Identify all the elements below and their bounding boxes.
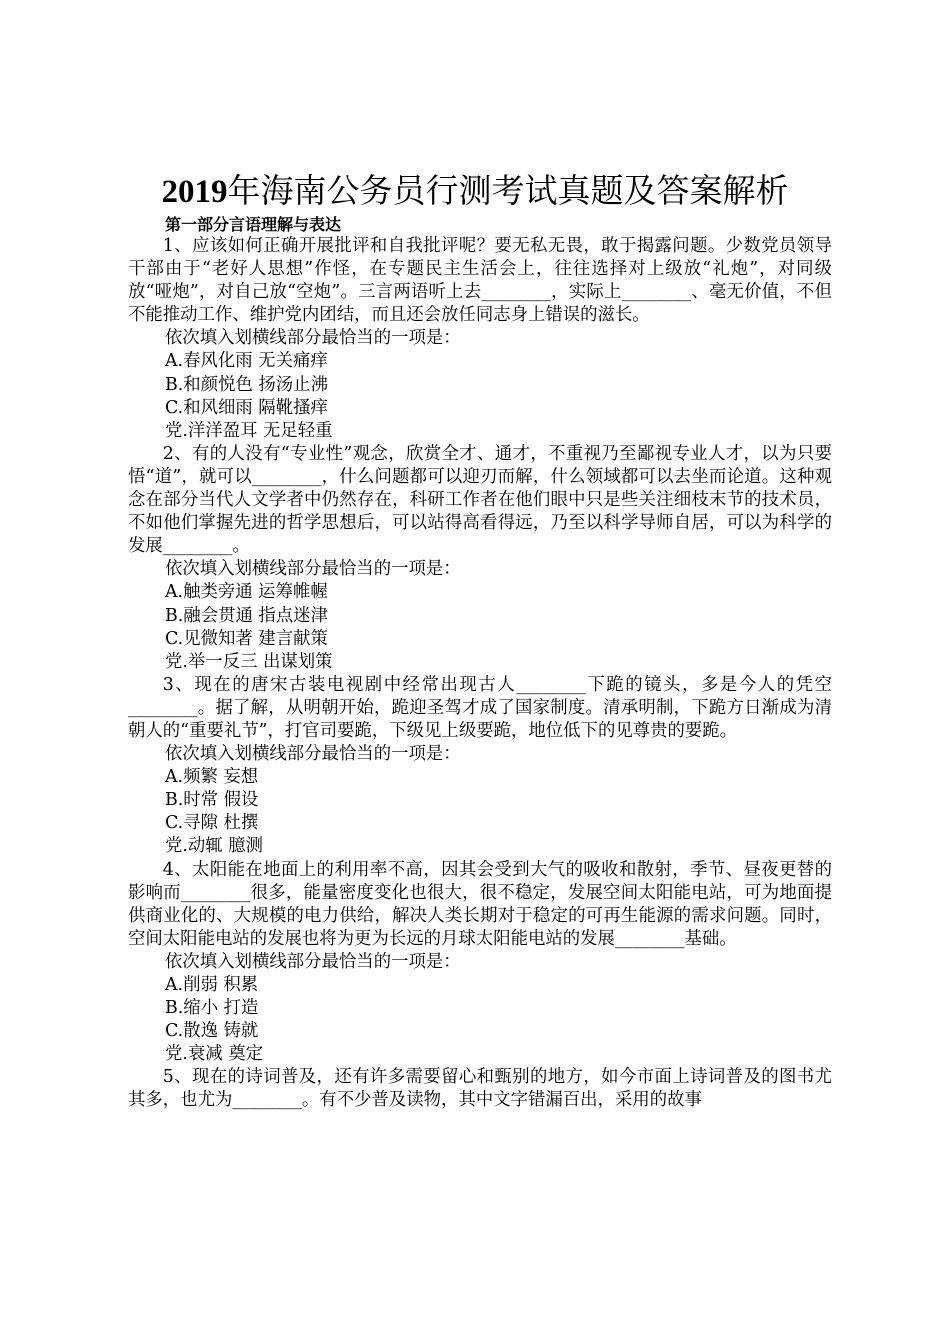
question-2-option-a: A.触类旁通 运筹帷幄	[165, 582, 328, 603]
question-4-option-c: C.散逸 铸就	[165, 1021, 259, 1042]
question-4-option-b: B.缩小 打造	[165, 998, 259, 1019]
question-1-option-b: B.和颜悦色 扬汤止沸	[165, 374, 328, 395]
question-1-instruction: 依次填入划横线部分最恰当的一项是：	[165, 328, 461, 349]
section-heading: 第一部分言语理解与表达	[165, 215, 342, 234]
question-3-option-d: 党.动辄 臆测	[165, 836, 264, 857]
question-1-text: 1、应该如何正确开展批评和自我批评呢？要无私无畏，敢于揭露问题。少数党员领导干部由于“老好人思想”作怪，在专题民主生活会上，往往选择对上级放“礼炮”，对同级放“哑炮”，对自己放“空炮”。三言两语听上去________，实际上________、毫无价值，不但不能推动工作、维护党内团结，而且还会放任同志身上错误的滋长。	[128, 236, 832, 326]
question-3-text: 3、现在的唐宋古装电视剧中经常出现古人________下跪的镜头，多是今人的凭空________。据了解，从明朝开始，跪迎圣驾才成了国家制度。清承明制，下跪方日渐成为清朝人的“重要礼节”，打官司要跪，下级见上级要跪，地位低下的见尊贵的要跪。	[128, 674, 832, 741]
question-1-option-c: C.和风细雨 隔靴搔痒	[165, 397, 328, 418]
question-2-option-b: B.融会贯通 指点迷津	[165, 605, 328, 626]
question-3-instruction: 依次填入划横线部分最恰当的一项是：	[165, 744, 461, 765]
question-4-text: 4、太阳能在地面上的利用率不高，因其会受到大气的吸收和散射，季节、昼夜更替的影响而________很多，能量密度变化也很大，很不稳定，发展空间太阳能电站，可为地面提供商业化的、大规模的电力供给，解决人类长期对于稳定的可再生能源的需求问题。同时，空间太阳能电站的发展也将为更为长远的月球太阳能电站的发展________基础。	[128, 859, 832, 949]
question-3-option-c: C.寻隙 杜撰	[165, 813, 259, 834]
document-title	[0, 170, 950, 213]
question-2-option-c: C.见微知著 建言献策	[165, 628, 328, 649]
question-5-text: 5、现在的诗词普及，还有许多需要留心和甄别的地方，如今市面上诗词普及的图书尤其多，也尤为________。有不少普及读物，其中文字错漏百出，采用的故事	[128, 1067, 832, 1111]
question-1-option-a: A.春风化雨 无关痛痒	[165, 351, 328, 372]
question-4-instruction: 依次填入划横线部分最恰当的一项是：	[165, 951, 461, 972]
question-4-option-d: 党.衰减 奠定	[165, 1044, 264, 1065]
question-2-text: 2、有的人没有“专业性”观念，欣赏全才、通才，不重视乃至鄙视专业人才，以为只要悟“道”，就可以________，什么问题都可以迎刃而解，什么领域都可以去坐而论道。这种观念在部分当代人文学者中仍然存在，科研工作者在他们眼中只是些关注细枝末节的技术员，不如他们掌握先进的哲学思想后，可以站得高看得远，乃至以科学导师自居，可以为科学的发展________。	[128, 443, 832, 557]
title-text: 年海南公务员行测考试真题及答案解析	[227, 171, 789, 210]
question-2-instruction: 依次填入划横线部分最恰当的一项是：	[165, 559, 461, 580]
question-2-option-d: 党.举一反三 出谋划策	[165, 651, 333, 672]
question-3-option-b: B.时常 假设	[165, 790, 259, 811]
question-3-option-a: A.频繁 妄想	[165, 767, 259, 788]
title-year: 2019	[161, 174, 228, 210]
question-1-option-d: 党.洋洋盈耳 无足轻重	[165, 420, 333, 441]
question-4-option-a: A.削弱 积累	[165, 975, 259, 995]
document-body	[128, 235, 832, 1113]
